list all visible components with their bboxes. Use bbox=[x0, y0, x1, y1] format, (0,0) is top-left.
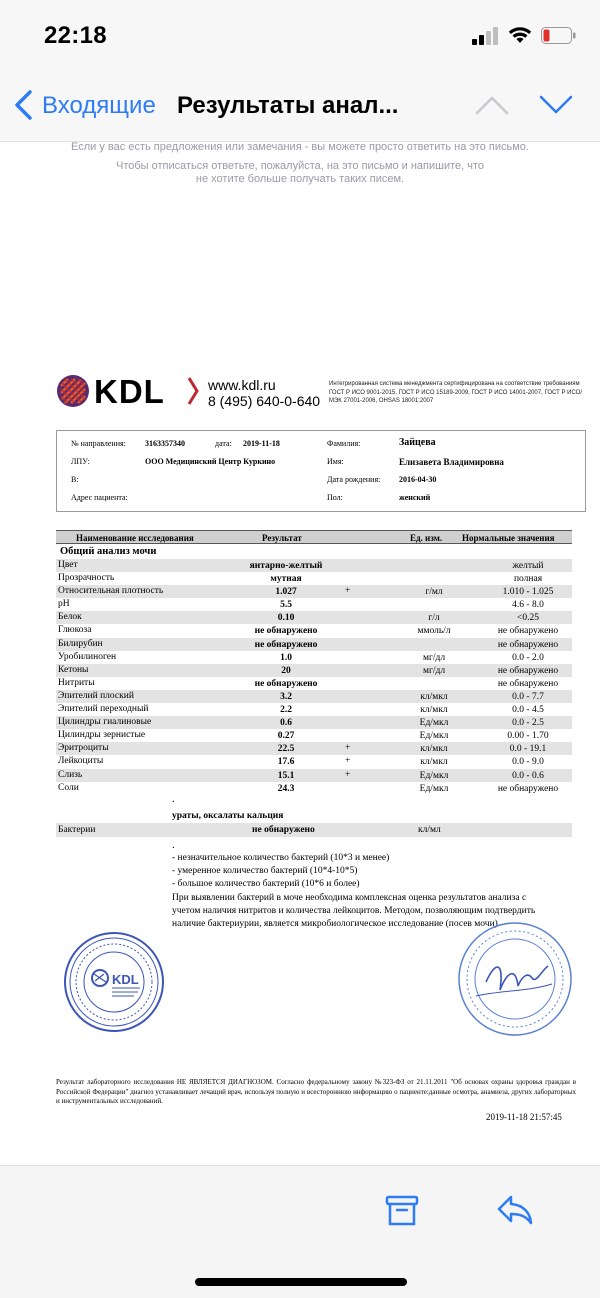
test-result: 24.3 bbox=[277, 783, 295, 794]
lab-phone: 8 (495) 640-0-640 bbox=[208, 393, 321, 409]
bacteria-note-3: - большое количество бактерий (10*6 и более) bbox=[172, 879, 360, 889]
test-name: Относительная плотность bbox=[58, 586, 164, 597]
table-row bbox=[56, 598, 572, 611]
table-row bbox=[56, 703, 572, 716]
test-norm: 0.0 - 7.7 bbox=[512, 691, 544, 702]
kdl-logo-icon bbox=[56, 374, 90, 408]
test-result: мутная bbox=[270, 574, 302, 585]
lpu-label: ЛПУ: bbox=[71, 457, 90, 466]
test-result: не обнаружено bbox=[254, 626, 318, 637]
name-value: Елизавета Владимировна bbox=[399, 457, 504, 467]
mail-nav-bar bbox=[0, 70, 600, 142]
doctor-seal-stamp bbox=[456, 920, 574, 1038]
abnormal-flag: + bbox=[345, 756, 351, 767]
doctor-label: В: bbox=[71, 475, 79, 484]
test-unit: Ед/мкл bbox=[419, 783, 449, 794]
status-bar bbox=[0, 0, 600, 70]
test-norm: 0.0 - 9.0 bbox=[512, 757, 544, 768]
header-test-name: Наименование исследования bbox=[76, 533, 194, 543]
chevron-left-icon[interactable] bbox=[10, 88, 38, 122]
test-norm: не обнаружено bbox=[497, 639, 559, 650]
referral-date: 2019-11-18 bbox=[243, 439, 280, 448]
abnormal-flag: + bbox=[345, 586, 351, 597]
test-name: Белок bbox=[58, 612, 82, 623]
table-row bbox=[56, 559, 572, 572]
surname-label: Фамилия: bbox=[327, 439, 361, 448]
test-name: Билирубин bbox=[58, 638, 103, 649]
test-norm: полная bbox=[513, 574, 543, 585]
test-name: Глюкоза bbox=[58, 625, 92, 636]
test-unit: кл/мкл bbox=[420, 757, 448, 768]
previous-message-chevron-up-icon[interactable] bbox=[474, 94, 510, 116]
test-norm: не обнаружено bbox=[497, 626, 559, 637]
cellular-signal-icon bbox=[472, 27, 498, 45]
abnormal-flag: + bbox=[345, 743, 351, 754]
lab-website: www.kdl.ru bbox=[208, 377, 276, 393]
bacteria-comment-3: наличие бактериурии, является микробиологическое исследование (посев мочи). bbox=[172, 919, 501, 929]
test-unit: кл/мкл bbox=[420, 705, 448, 716]
abnormal-flag: + bbox=[345, 769, 351, 780]
test-result: не обнаружено bbox=[254, 678, 318, 689]
test-result: 2.2 bbox=[280, 705, 292, 716]
bacteria-note-1: - незначительное количество бактерий (10*3 и менее) bbox=[172, 853, 390, 863]
test-name: Лейкоциты bbox=[58, 756, 104, 767]
test-norm: 0.0 - 19.1 bbox=[509, 744, 547, 755]
test-norm: 0.0 - 2.5 bbox=[512, 718, 544, 729]
test-result: 22.5 bbox=[277, 744, 295, 755]
test-name: Эпителий переходный bbox=[58, 704, 149, 715]
results-table-header bbox=[56, 530, 572, 544]
patient-info-box bbox=[56, 430, 586, 512]
table-row bbox=[56, 572, 572, 585]
archive-icon[interactable] bbox=[385, 1194, 419, 1228]
test-norm: <0.25 bbox=[517, 613, 539, 624]
test-result: 1.0 bbox=[280, 652, 292, 663]
table-row bbox=[56, 677, 572, 690]
test-unit: кл/мкл bbox=[420, 691, 448, 702]
sex-label: Пол: bbox=[327, 493, 343, 502]
test-name: Прозрачность bbox=[58, 573, 115, 584]
test-result: 0.10 bbox=[277, 613, 295, 624]
test-result: 20 bbox=[281, 665, 291, 676]
test-name: Цилиндры зернистые bbox=[58, 730, 146, 741]
dob-value: 2016-04-30 bbox=[399, 475, 437, 484]
surname-value: Зайцева bbox=[399, 437, 436, 448]
test-unit: Ед/мкл bbox=[419, 718, 449, 729]
salts-note-marker: . bbox=[172, 793, 175, 805]
test-result: 1.027 bbox=[275, 587, 297, 598]
reply-icon[interactable] bbox=[496, 1194, 534, 1226]
table-row bbox=[56, 716, 572, 729]
bacteria-note-marker: . bbox=[172, 839, 175, 851]
dob-label: Дата рождения: bbox=[327, 475, 381, 484]
table-row bbox=[56, 664, 572, 677]
date-label: дата: bbox=[215, 439, 232, 448]
test-unit: Ед/мкл bbox=[419, 731, 449, 742]
test-unit: г/мл bbox=[425, 587, 443, 598]
home-indicator[interactable] bbox=[195, 1278, 407, 1286]
test-unit: мг/дл bbox=[422, 652, 446, 663]
test-norm: не обнаружено bbox=[497, 783, 559, 794]
test-norm: 4.6 - 8.0 bbox=[512, 600, 544, 611]
table-row bbox=[56, 690, 572, 703]
table-row bbox=[56, 585, 572, 598]
bacteria-row bbox=[56, 823, 572, 837]
test-norm: 0.0 - 0.6 bbox=[512, 770, 544, 781]
section-title: Общий анализ мочи bbox=[60, 546, 157, 557]
test-result: янтарно-желтый bbox=[249, 561, 323, 571]
test-name: Кетоны bbox=[58, 664, 89, 675]
test-norm: не обнаружено bbox=[497, 678, 559, 689]
bacteria-name: Бактерии bbox=[58, 825, 96, 835]
table-row bbox=[56, 769, 572, 782]
unsubscribe-hint-text: Чтобы отписаться ответьте, пожалуйста, на это письмо и напишите, что не хотите больше получать таких писем. bbox=[115, 160, 485, 185]
status-time: 22:18 bbox=[44, 22, 107, 49]
reply-hint-text: Если у вас есть предложения или замечания - вы можете просто ответить на это письмо. bbox=[71, 141, 529, 153]
test-name: Нитриты bbox=[58, 677, 95, 688]
lab-report-image[interactable] bbox=[56, 374, 586, 1144]
test-result: 15.1 bbox=[277, 770, 295, 781]
referral-number: 3163357340 bbox=[145, 439, 185, 448]
table-row bbox=[56, 755, 572, 768]
table-row bbox=[56, 611, 572, 624]
test-norm: желтый bbox=[512, 561, 544, 571]
lpu-value: ООО Медицинский Центр Куркино bbox=[145, 457, 276, 466]
test-unit: г/л bbox=[428, 613, 440, 624]
address-label: Адрес пациента: bbox=[71, 493, 128, 502]
bacteria-value: не обнаружено bbox=[252, 825, 315, 835]
test-name: Эпителий плоский bbox=[58, 690, 134, 701]
kdl-brand-name: KDL bbox=[94, 373, 165, 410]
table-row bbox=[56, 651, 572, 664]
test-norm: 0.0 - 2.0 bbox=[512, 652, 544, 663]
referral-label: № направления: bbox=[71, 439, 126, 448]
header-unit: Ед. изм. bbox=[410, 533, 443, 543]
header-result: Результат bbox=[262, 533, 302, 543]
test-unit: ммоль/л bbox=[417, 626, 451, 637]
test-name: Соли bbox=[58, 782, 79, 793]
test-name: Эритроциты bbox=[58, 743, 109, 754]
test-result: 17.6 bbox=[277, 757, 295, 768]
table-row bbox=[56, 624, 572, 637]
test-result: 3.2 bbox=[280, 691, 292, 702]
test-result: 0.27 bbox=[277, 731, 295, 742]
diagnosis-disclaimer: Результат лабораторного исследования НЕ ЯВЛЯЕТСЯ ДИАГНОЗОМ. Согласно федеральному закону №323-ФЗ от 21.11.2011 "Об основах охраны здоровья граждан в Российской Федерации" диагноз устанавливает лечащий врач, используя полную и всестороннюю информацию о пациенте:данные осмотра, анамнеза, других лабораторных и инструментальных исследований. bbox=[56, 1078, 576, 1105]
test-unit: мг/дл bbox=[422, 665, 446, 676]
test-name: Цилиндры гиалиновые bbox=[58, 717, 152, 728]
wifi-icon bbox=[508, 26, 532, 44]
bacteria-comment-1: При выявлении бактерий в моче необходима комплексная оценка результатов анализа с bbox=[172, 893, 527, 903]
header-norm: Нормальные значения bbox=[462, 533, 555, 543]
test-norm: 0.0 - 4.5 bbox=[512, 705, 544, 716]
report-timestamp: 2019-11-18 21:57:45 bbox=[486, 1112, 562, 1122]
salts-note: ураты, оксалаты кальция bbox=[172, 811, 284, 821]
test-name: pH bbox=[58, 599, 70, 610]
kdl-seal-stamp bbox=[62, 930, 166, 1034]
test-unit: кл/мкл bbox=[420, 744, 448, 755]
name-label: Имя: bbox=[327, 457, 344, 466]
table-row bbox=[56, 638, 572, 651]
table-row bbox=[56, 742, 572, 755]
test-name: Уробилиноген bbox=[58, 651, 117, 662]
message-subject-title: Результаты анал... bbox=[177, 92, 399, 119]
results-table-body bbox=[56, 559, 572, 795]
sex-value: женский bbox=[399, 493, 431, 502]
test-result: 5.5 bbox=[280, 600, 292, 611]
table-row bbox=[56, 782, 572, 795]
test-name: Цвет bbox=[58, 560, 78, 570]
certification-text: Интегрированная система менеджмента сертифицирована на соответствие требованиям ГОСТ Р ИСО 9001-2015, ГОСТ Р ИСО 15189-2009, ГОСТ Р ИСО 14001-2007, ГОСТ Р ИСО/МЭК 27001-2006, OHSAS 18001:2007 bbox=[329, 381, 583, 405]
next-message-chevron-down-icon[interactable] bbox=[538, 94, 574, 116]
test-unit: Ед/мкл bbox=[419, 770, 449, 781]
test-norm: 1.010 - 1.025 bbox=[502, 587, 554, 598]
mail-bottom-toolbar bbox=[0, 1165, 600, 1298]
brand-arrow-icon bbox=[186, 376, 200, 406]
bacteria-comment-2: учетом наличия нитритов и количества лейкоцитов. Методом, позволяющим подтвердить bbox=[172, 906, 536, 916]
table-row bbox=[56, 729, 572, 742]
bacteria-unit: кл/мл bbox=[418, 825, 441, 835]
bacteria-note-2: - умеренное количество бактерий (10*4-10*5) bbox=[172, 866, 358, 876]
svg-text:KDL: KDL bbox=[112, 972, 139, 987]
battery-icon bbox=[541, 27, 576, 44]
test-name: Слизь bbox=[58, 769, 83, 780]
test-result: 0.6 bbox=[280, 718, 292, 729]
test-norm: 0.00 - 1.70 bbox=[507, 731, 549, 742]
test-norm: не обнаружено bbox=[497, 665, 559, 676]
test-result: не обнаружено bbox=[254, 639, 318, 650]
back-to-inbox-button[interactable]: Входящие bbox=[42, 92, 156, 119]
